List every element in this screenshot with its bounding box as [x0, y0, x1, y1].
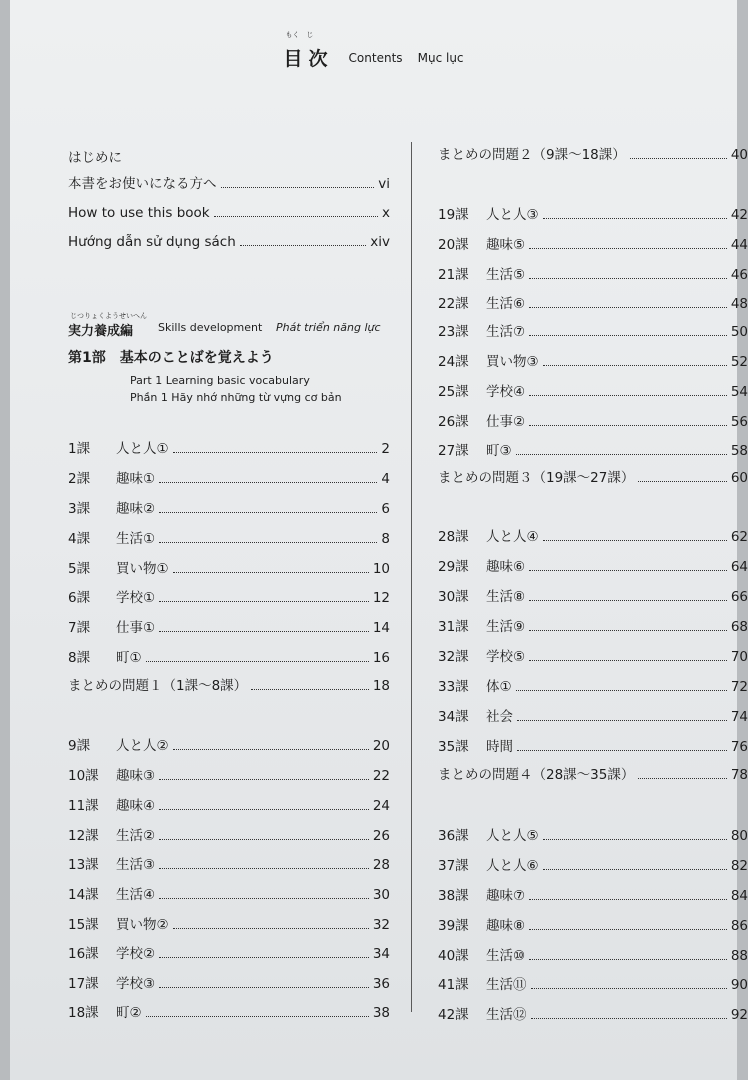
- lesson-number: 15課: [68, 917, 99, 933]
- lesson-number: 23課: [438, 324, 469, 340]
- toc-lesson-entry[interactable]: [68, 586, 390, 606]
- toc-lesson-entry[interactable]: [438, 525, 748, 545]
- entry-title: 買い物③: [486, 354, 539, 370]
- entry-page: 22: [372, 768, 390, 784]
- entry-title: 趣味①: [116, 471, 156, 487]
- dot-leader: [529, 278, 727, 279]
- toc-lesson-entry[interactable]: [68, 557, 390, 577]
- dot-leader: [173, 749, 369, 750]
- entry-title: 趣味④: [116, 798, 156, 814]
- entry-page: 84: [730, 888, 748, 904]
- entry-title: 買い物①: [116, 561, 169, 577]
- toc-lesson-entry[interactable]: [438, 944, 748, 964]
- dot-leader: [543, 365, 727, 366]
- entry-title: 学校⑤: [486, 649, 526, 665]
- entry-title: 学校①: [116, 590, 156, 606]
- lesson-number: 35課: [438, 739, 469, 755]
- entry-title: 趣味⑧: [486, 918, 526, 934]
- entry-title: 社会: [486, 709, 513, 725]
- lesson-number: 21課: [438, 267, 469, 283]
- toc-lesson-entry[interactable]: [68, 853, 390, 873]
- lesson-number: 1課: [68, 441, 91, 457]
- entry-title: 人と人②: [116, 738, 169, 754]
- dot-leader: [173, 928, 369, 929]
- part-1-vietnamese: Phần 1 Hãy nhớ những từ vựng cơ bản: [130, 391, 342, 404]
- entry-page: 62: [730, 529, 748, 545]
- lesson-number: 40課: [438, 948, 469, 964]
- entry-title: 体①: [486, 679, 512, 695]
- dot-leader: [173, 572, 369, 573]
- dot-leader: [531, 1018, 727, 1019]
- dot-leader: [543, 218, 727, 219]
- dot-leader: [159, 542, 377, 543]
- lesson-number: 42課: [438, 1007, 469, 1023]
- dot-leader: [529, 630, 727, 631]
- dot-leader: [214, 216, 378, 217]
- entry-page: 6: [381, 501, 390, 517]
- entry-title: 町②: [116, 1005, 142, 1021]
- entry-page: 12: [372, 590, 390, 606]
- toc-lesson-entry[interactable]: [68, 467, 390, 487]
- toc-lesson-entry[interactable]: [438, 973, 748, 993]
- lesson-number: 14課: [68, 887, 99, 903]
- lesson-number: 10課: [68, 768, 99, 784]
- dot-leader: [221, 187, 375, 188]
- toc-entry-intro[interactable]: [68, 146, 390, 166]
- lesson-number: 9課: [68, 738, 91, 754]
- dot-leader: [159, 809, 369, 810]
- entry-page: 38: [372, 1005, 390, 1021]
- entry-page: 54: [730, 384, 748, 400]
- entry-title: 生活⑪: [486, 977, 527, 993]
- dot-leader: [159, 839, 369, 840]
- entry-title: 生活⑥: [486, 296, 526, 312]
- entry-title: 生活②: [116, 828, 156, 844]
- entry-title: 人と人⑤: [486, 828, 539, 844]
- entry-page: 76: [730, 739, 748, 755]
- lesson-number: 36課: [438, 828, 469, 844]
- book-page: [10, 0, 748, 1080]
- entry-title: 趣味⑦: [486, 888, 526, 904]
- lesson-number: 20課: [438, 237, 469, 253]
- dot-leader: [529, 600, 727, 601]
- lesson-number: 29課: [438, 559, 469, 575]
- toc-lesson-entry[interactable]: [438, 824, 748, 844]
- toc-lesson-entry[interactable]: [438, 203, 748, 223]
- entry-page: 16: [372, 650, 390, 666]
- entry-page: 88: [730, 948, 748, 964]
- toc-review-entry[interactable]: [438, 466, 748, 486]
- dot-leader: [543, 540, 727, 541]
- toc-lesson-entry[interactable]: [438, 263, 748, 283]
- entry-page: 46: [730, 267, 748, 283]
- toc-lesson-entry[interactable]: [438, 854, 748, 874]
- lesson-number: 27課: [438, 443, 469, 459]
- entry-title: 町①: [116, 650, 142, 666]
- dot-leader: [159, 898, 369, 899]
- lesson-number: 17課: [68, 976, 99, 992]
- dot-leader: [543, 839, 727, 840]
- lesson-number: 22課: [438, 296, 469, 312]
- entry-page: 32: [372, 917, 390, 933]
- lesson-number: 26課: [438, 414, 469, 430]
- entry-page: 4: [381, 471, 390, 487]
- toc-entry-how-to-use[interactable]: [68, 201, 390, 221]
- entry-page: 70: [730, 649, 748, 665]
- entry-page: 82: [730, 858, 748, 874]
- entry-page: 36: [372, 976, 390, 992]
- entry-title: まとめの問題４（28課〜35課）: [438, 767, 635, 783]
- entry-title: 学校③: [116, 976, 156, 992]
- entry-title: 生活④: [116, 887, 156, 903]
- entry-page: 68: [730, 619, 748, 635]
- toc-lesson-entry[interactable]: [438, 439, 748, 459]
- toc-lesson-entry[interactable]: [438, 555, 748, 575]
- lesson-number: 6課: [68, 590, 91, 606]
- dot-leader: [529, 335, 727, 336]
- entry-page: x: [382, 205, 390, 221]
- entry-title: 人と人③: [486, 207, 539, 223]
- toc-entry-for-users[interactable]: [68, 172, 390, 192]
- dot-leader: [531, 988, 727, 989]
- dot-leader: [517, 720, 727, 721]
- dot-leader: [146, 1016, 369, 1017]
- dot-leader: [159, 631, 369, 632]
- entry-title: 買い物②: [116, 917, 169, 933]
- entry-title: 趣味⑥: [486, 559, 526, 575]
- toc-lesson-entry[interactable]: [438, 292, 748, 312]
- entry-page: 2: [381, 441, 390, 457]
- entry-page: 50: [730, 324, 748, 340]
- entry-title: 生活⑧: [486, 589, 526, 605]
- entry-page: 28: [372, 857, 390, 873]
- toc-lesson-entry[interactable]: [438, 705, 748, 725]
- lesson-number: 24課: [438, 354, 469, 370]
- title-ruby: もく じ: [285, 31, 314, 39]
- dot-leader: [159, 779, 369, 780]
- lesson-number: 39課: [438, 918, 469, 934]
- entry-page: 90: [730, 977, 748, 993]
- entry-page: 44: [730, 237, 748, 253]
- entry-page: vi: [378, 176, 390, 192]
- lesson-number: 13課: [68, 857, 99, 873]
- entry-page: 56: [730, 414, 748, 430]
- lesson-number: 31課: [438, 619, 469, 635]
- entry-title: 学校②: [116, 946, 156, 962]
- page-title-vietnamese: Mục lục: [417, 50, 464, 65]
- toc-lesson-entry[interactable]: [68, 913, 390, 933]
- entry-page: 64: [730, 559, 748, 575]
- lesson-number: 28課: [438, 529, 469, 545]
- entry-page: 60: [730, 470, 748, 486]
- lesson-number: 38課: [438, 888, 469, 904]
- lesson-number: 18課: [68, 1005, 99, 1021]
- dot-leader: [240, 245, 366, 246]
- lesson-number: 2課: [68, 471, 91, 487]
- entry-title: 趣味②: [116, 501, 156, 517]
- toc-lesson-entry[interactable]: [438, 884, 748, 904]
- dot-leader: [159, 601, 369, 602]
- dot-leader: [173, 452, 378, 453]
- lesson-number: 19課: [438, 207, 469, 223]
- entry-title: 町③: [486, 443, 512, 459]
- entry-title: 趣味⑤: [486, 237, 526, 253]
- toc-lesson-entry[interactable]: [68, 437, 390, 457]
- entry-page: 14: [372, 620, 390, 636]
- entry-page: 92: [730, 1007, 748, 1023]
- lesson-number: 25課: [438, 384, 469, 400]
- entry-page: 18: [372, 678, 390, 694]
- entry-title: 生活⑫: [486, 1007, 527, 1023]
- entry-page: 34: [372, 946, 390, 962]
- entry-title: 人と人①: [116, 441, 169, 457]
- toc-lesson-entry[interactable]: [68, 734, 390, 754]
- entry-page: 42: [730, 207, 748, 223]
- toc-lesson-entry[interactable]: [438, 675, 748, 695]
- entry-page: 30: [372, 887, 390, 903]
- toc-entry-huong-dan[interactable]: [68, 230, 390, 250]
- entry-title: まとめの問題３（19課〜27課）: [438, 470, 635, 486]
- dot-leader: [630, 158, 727, 159]
- toc-lesson-entry[interactable]: [68, 824, 390, 844]
- entry-title: 生活⑦: [486, 324, 526, 340]
- dot-leader: [146, 661, 369, 662]
- toc-lesson-entry[interactable]: [68, 794, 390, 814]
- page-title: 目次: [283, 48, 334, 70]
- section-title-en: Skills development: [158, 321, 263, 334]
- section-ruby: じつりょくようせいへん: [70, 312, 147, 320]
- lesson-number: 8課: [68, 650, 91, 666]
- toc-lesson-entry[interactable]: [68, 497, 390, 517]
- toc-lesson-entry[interactable]: [438, 410, 748, 430]
- lesson-number: 33課: [438, 679, 469, 695]
- contents-header: [10, 31, 737, 71]
- toc-lesson-entry[interactable]: [438, 615, 748, 635]
- entry-page: 52: [730, 354, 748, 370]
- toc-review-entry[interactable]: [438, 763, 748, 783]
- entry-title: 人と人⑥: [486, 858, 539, 874]
- dot-leader: [159, 987, 369, 988]
- dot-leader: [159, 512, 377, 513]
- dot-leader: [529, 660, 727, 661]
- toc-review-entry[interactable]: [438, 143, 748, 163]
- part-1-english: Part 1 Learning basic vocabulary: [130, 374, 310, 387]
- entry-page: 66: [730, 589, 748, 605]
- dot-leader: [159, 868, 369, 869]
- lesson-number: 7課: [68, 620, 91, 636]
- entry-title: 生活⑨: [486, 619, 526, 635]
- entry-page: 48: [730, 296, 748, 312]
- lesson-number: 16課: [68, 946, 99, 962]
- entry-page: 8: [381, 531, 390, 547]
- entry-page: 58: [730, 443, 748, 459]
- dot-leader: [251, 689, 369, 690]
- dot-leader: [159, 482, 377, 483]
- lesson-number: 37課: [438, 858, 469, 874]
- entry-page: 40: [730, 147, 748, 163]
- toc-lesson-entry[interactable]: [68, 527, 390, 547]
- section-title-vi: Phát triển năng lực: [276, 321, 381, 334]
- toc-lesson-entry[interactable]: [438, 320, 748, 340]
- lesson-number: 5課: [68, 561, 91, 577]
- lesson-number: 11課: [68, 798, 99, 814]
- entry-page: 86: [730, 918, 748, 934]
- entry-page: 10: [372, 561, 390, 577]
- entry-page: 24: [372, 798, 390, 814]
- entry-title: 生活①: [116, 531, 156, 547]
- entry-page: 26: [372, 828, 390, 844]
- entry-page: xiv: [370, 234, 390, 250]
- entry-title: まとめの問題２（9課〜18課）: [438, 147, 626, 163]
- toc-review-entry[interactable]: [68, 674, 390, 694]
- entry-title: はじめに: [68, 150, 122, 166]
- toc-lesson-entry[interactable]: [68, 646, 390, 666]
- entry-page: 72: [730, 679, 748, 695]
- lesson-number: 3課: [68, 501, 91, 517]
- toc-lesson-entry[interactable]: [68, 616, 390, 636]
- dot-leader: [638, 481, 726, 482]
- entry-title: 本書をお使いになる方へ: [68, 176, 217, 192]
- lesson-number: 32課: [438, 649, 469, 665]
- lesson-number: 4課: [68, 531, 91, 547]
- toc-lesson-entry[interactable]: [68, 972, 390, 992]
- dot-leader: [529, 425, 727, 426]
- dot-leader: [529, 929, 727, 930]
- entry-title: 生活⑤: [486, 267, 526, 283]
- toc-lesson-entry[interactable]: [68, 1001, 390, 1021]
- dot-leader: [543, 869, 727, 870]
- dot-leader: [516, 690, 727, 691]
- part-1-title: 第1部 基本のことばを覚えよう: [68, 350, 274, 366]
- dot-leader: [529, 307, 727, 308]
- dot-leader: [517, 750, 727, 751]
- toc-lesson-entry[interactable]: [438, 914, 748, 934]
- entry-title: 趣味③: [116, 768, 156, 784]
- entry-title: 生活③: [116, 857, 156, 873]
- toc-lesson-entry[interactable]: [438, 380, 748, 400]
- toc-lesson-entry[interactable]: [438, 645, 748, 665]
- section-title-jp: 実力養成編: [68, 324, 134, 339]
- entry-title: 仕事②: [486, 414, 526, 430]
- page-title-english: Contents: [348, 50, 403, 65]
- entry-title: 仕事①: [116, 620, 156, 636]
- entry-page: 74: [730, 709, 748, 725]
- dot-leader: [159, 957, 369, 958]
- entry-title: Hướng dẫn sử dụng sách: [68, 234, 236, 250]
- toc-lesson-entry[interactable]: [68, 883, 390, 903]
- entry-title: 生活⑩: [486, 948, 526, 964]
- entry-page: 20: [372, 738, 390, 754]
- entry-title: 時間: [486, 739, 513, 755]
- lesson-number: 34課: [438, 709, 469, 725]
- entry-title: 人と人④: [486, 529, 539, 545]
- lesson-number: 41課: [438, 977, 469, 993]
- dot-leader: [529, 248, 727, 249]
- dot-leader: [529, 959, 727, 960]
- entry-title: How to use this book: [68, 205, 210, 221]
- toc-lesson-entry[interactable]: [438, 350, 748, 370]
- entry-page: 80: [730, 828, 748, 844]
- entry-title: まとめの問題１（1課〜8課）: [68, 678, 248, 694]
- entry-page: 78: [730, 767, 748, 783]
- toc-lesson-entry[interactable]: [438, 1003, 748, 1023]
- entry-title: 学校④: [486, 384, 526, 400]
- toc-lesson-entry[interactable]: [68, 764, 390, 784]
- lesson-number: 12課: [68, 828, 99, 844]
- dot-leader: [638, 778, 726, 779]
- toc-lesson-entry[interactable]: [438, 585, 748, 605]
- toc-lesson-entry[interactable]: [68, 942, 390, 962]
- toc-lesson-entry[interactable]: [438, 735, 748, 755]
- lesson-number: 30課: [438, 589, 469, 605]
- column-divider: [411, 142, 412, 1012]
- dot-leader: [529, 899, 727, 900]
- toc-lesson-entry[interactable]: [438, 233, 748, 253]
- dot-leader: [529, 570, 727, 571]
- dot-leader: [529, 395, 727, 396]
- dot-leader: [516, 454, 727, 455]
